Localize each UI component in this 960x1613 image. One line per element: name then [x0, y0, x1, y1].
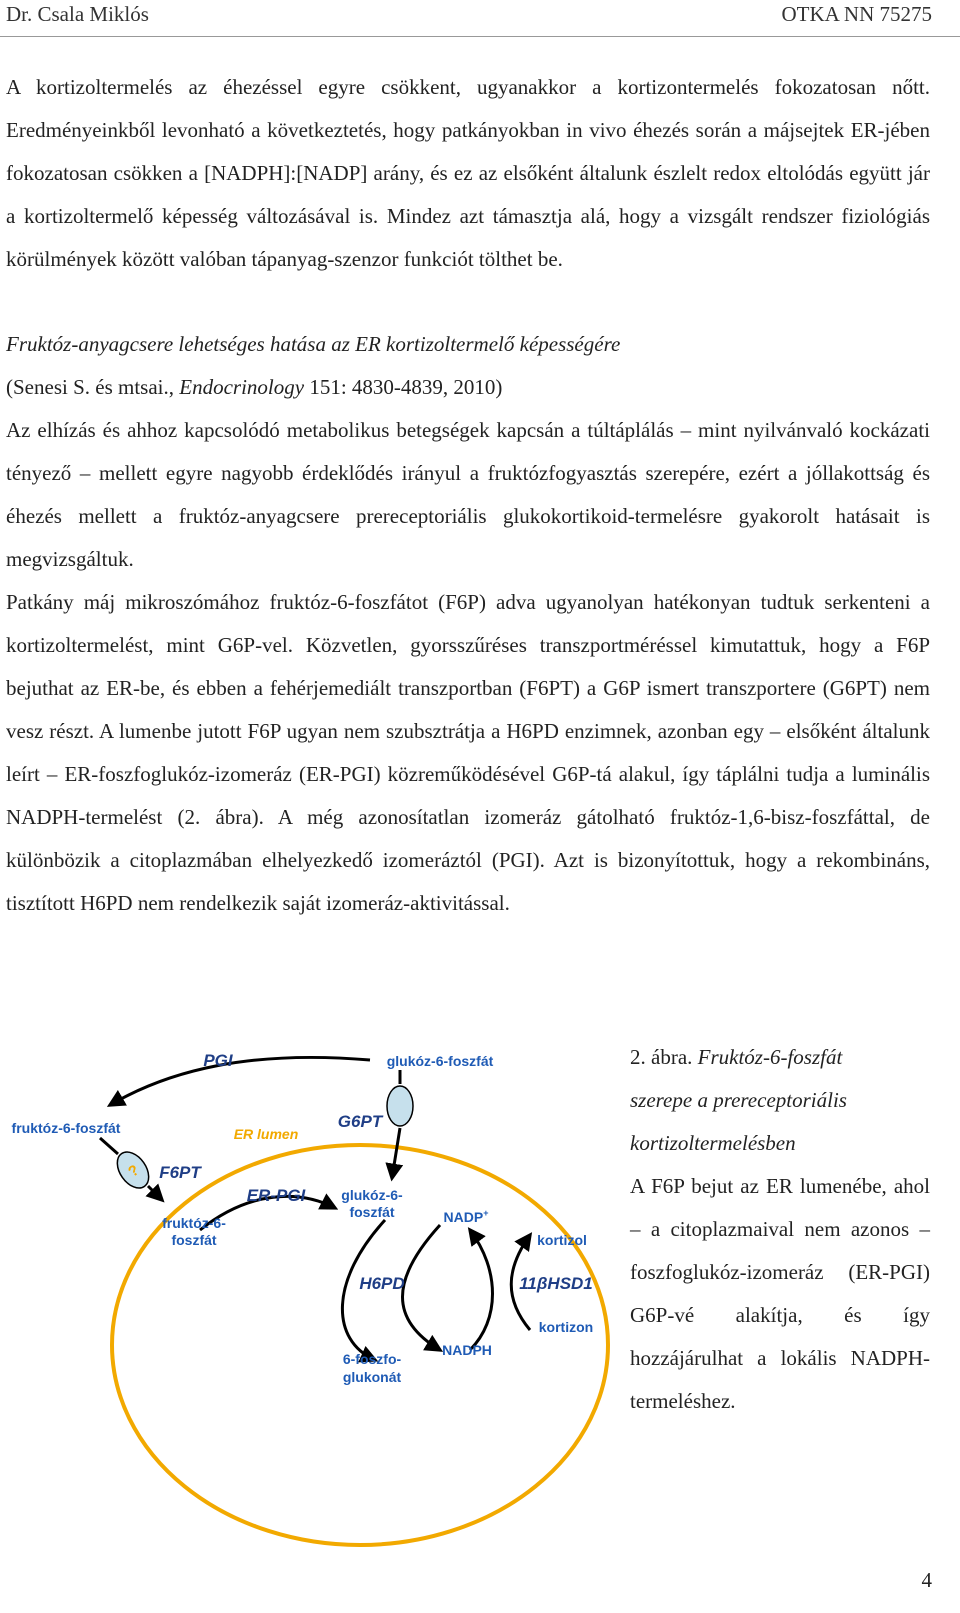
- label-er-pgi: ER-PGI: [246, 1186, 306, 1205]
- f6p-entry-arrow-top: [100, 1138, 118, 1154]
- section-title: Fruktóz-anyagcsere lehetséges hatása az ER kortizoltermelő képességére: [6, 332, 621, 356]
- label-6-foszfoglukonat-1: 6-foszfo-: [342, 1351, 402, 1367]
- paragraph-gap: [6, 281, 930, 323]
- page-number: 4: [921, 1568, 932, 1592]
- header-author: Dr. Csala Miklós: [6, 2, 149, 26]
- label-h6pd: H6PD: [359, 1274, 405, 1293]
- figure-2-caption: [630, 1036, 930, 1423]
- label-unknown-transporter: ?: [125, 1161, 143, 1181]
- label-er-lumen: ER lumen: [233, 1126, 299, 1142]
- label-glukoz6f-lumen-2: foszfát: [349, 1204, 395, 1220]
- citation-journal: Endocrinology: [179, 375, 305, 399]
- citation: [6, 366, 930, 409]
- label-f6pt: F6PT: [159, 1163, 201, 1182]
- pgi-arrow: [110, 1057, 370, 1105]
- label-kortizon: kortizon: [538, 1319, 594, 1335]
- citation-details: 151: 4830-4839, 2010): [304, 375, 503, 399]
- f6p-entry-arrow: [148, 1186, 162, 1200]
- label-fruktoz6f-cyto: fruktóz-6-foszfát: [11, 1120, 121, 1136]
- caption-label: 2. ábra.: [630, 1045, 693, 1069]
- caption-title-1: Fruktóz-6-foszfát: [692, 1045, 843, 1069]
- nadph-oxidation-arrow: [470, 1230, 493, 1350]
- label-nadph: NADPH: [442, 1342, 492, 1358]
- caption-title-3: kortizoltermelésben: [630, 1131, 796, 1155]
- paragraph-f6p-results: Patkány máj mikroszómához fruktóz-6-foszfátot (F6P) adva ugyanolyan hatékonyan tudtuk serkenteni a kortizoltermelést, mint G6P-vel. Közvetlen, gyorsszűréses transzportméréssel kimutattuk, hogy a F6P bejuthat az ER-be, és ebben a fehérjemediált transzportban (F6PT) a G6P ismert transzportere (G6PT) nem vesz részt. A lumenbe jutott F6P ugyan nem szubsztrátja a H6PD enzimnek, azonban egy – elsőként általunk leírt – ER-foszfoglukóz-izomeráz (ER-PGI) közreműködésével G6P-tá alakul, így táplálni tudja a luminális NADPH-termelést (2. ábra). A még azonosítatlan izomeráz gátolható fruktóz-1,6-bisz-foszfáttal, de különbözik a citoplazmában elhelyezkedő izomeráztól (PGI). Azt is bizonyítottuk, hogy a rekombináns, tisztított H6PD nem rendelkezik saját izomeráz-aktivitással.: [6, 590, 930, 915]
- label-kortizol: kortizol: [537, 1232, 587, 1248]
- caption-text: A F6P bejut az ER lumenébe, ahol – a citoplazmaival nem azonos – foszfoglukóz-izomeráz (ER-PGI) G6P-vé alakítja, és így hozzájárulhat a lokális NADPH-termeléshez.: [630, 1174, 930, 1413]
- document-body: [6, 66, 930, 925]
- header-grant-id: OTKA NN 75275: [781, 2, 932, 26]
- er-pathway-diagram: [0, 1040, 620, 1560]
- paragraph-fructose-intro: Az elhízás és ahhoz kapcsolódó metabolikus betegségek kapcsán a túltáplálás – mint nyilvánvaló kockázati tényező – mellett egyre nagyobb érdeklődés irányul a fruktózfogyasztás szerepére, ezért a jóllakottság és éhezés mellett a fruktóz-anyagcsere prereceptoriális glukokortikoid-termelésre gyakorolt hatásait is megvizsgáltuk.: [6, 418, 930, 571]
- label-11bhsd1: 11βHSD1: [519, 1274, 593, 1293]
- label-nadp-text: NADP: [443, 1209, 484, 1225]
- citation-authors: (Senesi S. és mtsai.,: [6, 375, 180, 399]
- label-glukoz6f-cyto: glukóz-6-foszfát: [386, 1053, 494, 1069]
- nadp-reduction-arrow: [403, 1225, 441, 1350]
- paragraph-starvation: A kortizoltermelés az éhezéssel egyre csökkent, ugyanakkor a kortizontermelés fokozatosan nőtt. Eredményeinkből levonható a következtetés, hogy patkányokban in vivo éhezés során a májsejtek ER-jében fokozatosan csökken a [NADPH]:[NADP] arány, és ez az elsőként általunk észlelt redox eltolódás együtt jár a kortizoltermelő képesség változásával is. Mindez azt támasztja alá, hogy a vizsgált rendszer fiziológiás körülmények között valóban tápanyag-szenzor funkciót tölthet be.: [6, 75, 930, 271]
- caption-title-line-1: [630, 1036, 930, 1079]
- label-g6pt: G6PT: [337, 1112, 383, 1131]
- header-divider: [0, 36, 960, 37]
- label-fruktoz6f-lumen-2: foszfát: [171, 1232, 217, 1248]
- label-glukoz6f-lumen-1: glukóz-6-: [341, 1187, 403, 1203]
- figure-2-diagram: [0, 1040, 620, 1560]
- g6pt-transporter: [387, 1086, 413, 1126]
- label-nadp-charge: +: [483, 1208, 489, 1218]
- label-nadp: [444, 1208, 489, 1225]
- label-fruktoz6f-lumen-1: fruktóz-6-: [162, 1215, 226, 1231]
- g6p-entry-arrow: [392, 1128, 400, 1178]
- label-pgi: PGI: [203, 1051, 233, 1070]
- caption-title-2: szerepe a prereceptoriális: [630, 1088, 847, 1112]
- label-6-foszfoglukonat-2: glukonát: [342, 1369, 402, 1385]
